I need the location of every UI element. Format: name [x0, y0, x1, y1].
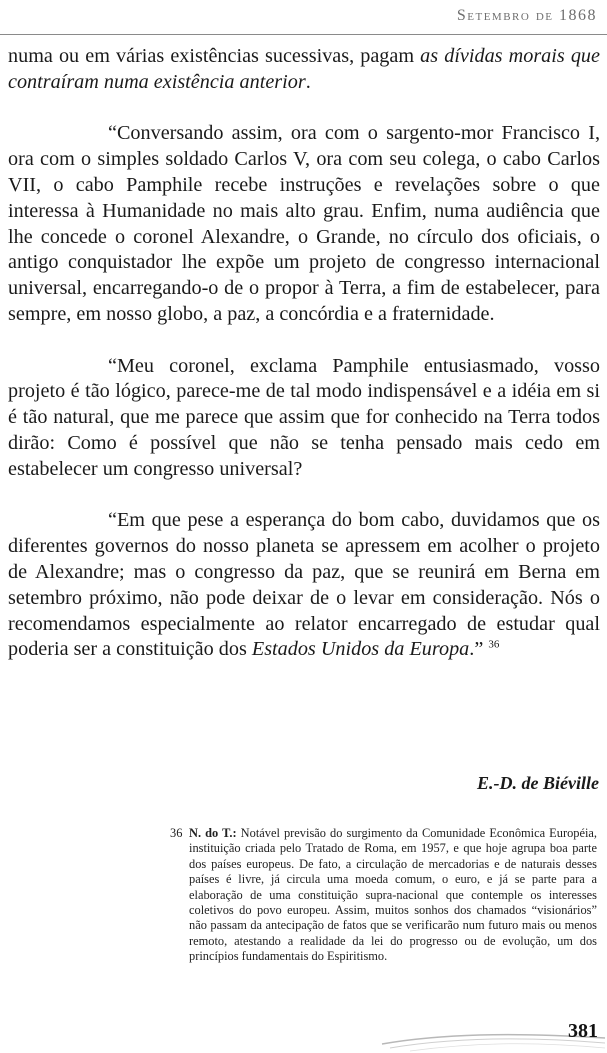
- paragraph-1-text: numa ou em várias existências sucessivas, pagam: [8, 45, 421, 67]
- page-number: 381: [568, 1020, 598, 1042]
- signature: E.-D. de Biéville: [477, 773, 599, 793]
- header-rule: [0, 34, 607, 35]
- footnote-number: 36: [170, 826, 183, 840]
- paragraph-1-end: .: [305, 70, 311, 93]
- paragraph-4-emphasis: Estados Unidos da Europa: [251, 638, 470, 661]
- paragraph-3: “Meu coronel, exclama Pamphile entusiasmado, vosso projeto é tão lógico, parece-me de tal modo indispensável e a idéia em si é tão natural, que me parece que assim que for conhecido na Terra todos dirão: Como é possível que não se tenha pensado mais cedo em estabelecer um congresso universal?: [8, 354, 600, 480]
- paragraph-1-emphasis: as dívidas morais que contraíram numa existência anterior: [8, 45, 600, 93]
- footnote-reference[interactable]: 36: [488, 638, 500, 651]
- body-text: [8, 44, 600, 663]
- footnote-label: N. do T.:: [189, 826, 237, 840]
- footnote: [170, 826, 597, 965]
- running-header: Setembro de 1868: [456, 7, 597, 24]
- footnote-body: [189, 826, 597, 965]
- paragraph-1: [8, 44, 600, 96]
- paragraph-4-end: .”: [469, 638, 484, 661]
- paragraph-4-text: “Em que pese a esperança do bom cabo, duvidamos que os diferentes governos do nosso planeta se apressem em acolher o projeto de Alexandre; mas o congresso da paz, que se reunirá em Berna em setembro próximo, não pode deixar de o levar em consideração. Nós o recomendamos especialmente ao relator encarregado de estudar qual poderia ser a constituição dos: [8, 509, 600, 661]
- paragraph-2: “Conversando assim, ora com o sargento-mor Francisco I, ora com o simples soldado Carlos V, ora com seu colega, o cabo Carlos VII, o cabo Pamphile recebe instruções e revelações sobre o que interessa à Humanidade no mais alto grau. Enfim, numa audiência que lhe concede o coronel Alexandre, o Grande, no círculo dos oficiais, o antigo conquistador lhe expõe um projeto de congresso internacional universal, encarregando-o de o propor à Terra, a fim de estabelecer, para sempre, em nosso globo, a paz, a concórdia e a fraternidade.: [8, 122, 600, 325]
- footnote-text: Notável previsão do surgimento da Comunidade Econômica Européia, instituição criada pelo Tratado de Roma, em 1957, e que hoje agrupa boa parte dos países europeus. De fato, a circulação de mercadorias e de naturais desses países é livre, já circula uma moeda comum, o euro, e já se parte para a elaboração de uma constituição supra-nacional que contemple os interesses coletivos do povo europeu. Assim, muitos sonhos dos chamados “visionários” não passam da antecipação de fatos que se verificarão num futuro mais ou menos remoto, atestando a realidade da lei do progresso ou de evolução, um dos princípios fundamentais do Espiritismo.: [189, 826, 598, 964]
- paragraph-4: [8, 508, 600, 663]
